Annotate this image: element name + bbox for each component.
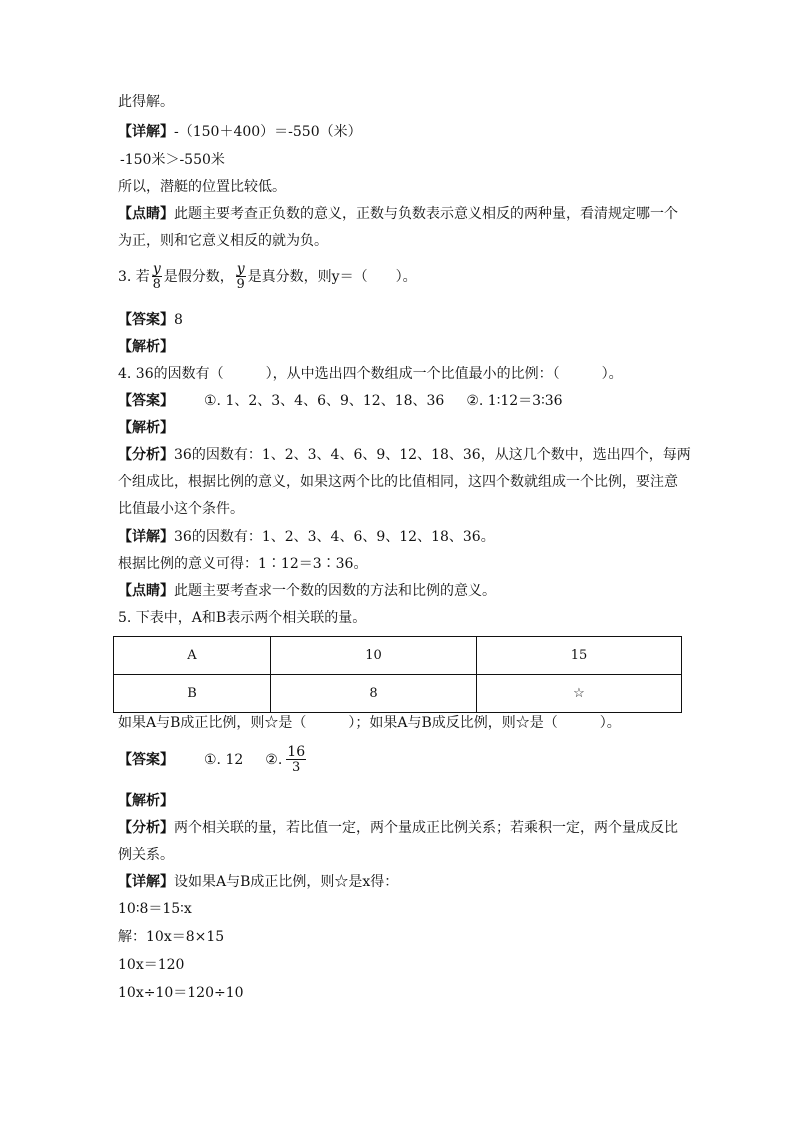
q3-fraction-y-8 <box>152 262 162 292</box>
q3-answer <box>118 310 183 330</box>
table-cell: ☆ <box>477 675 682 713</box>
dianjing-tag: 【点睛】 <box>118 206 174 222</box>
q5-xiangjie <box>118 872 398 892</box>
dianjing-text: 此题主要考查正负数的意义，正数与负数表示意义相反的两种量，看清规定哪一个 <box>174 206 678 222</box>
q3-question <box>118 262 417 292</box>
q5-eq-3: 10x＝120 <box>118 957 185 973</box>
xiangjie-text: 设如果A与B成正比例，则☆是x得： <box>174 874 399 890</box>
q3-fraction-y-9 <box>236 262 246 292</box>
q5-fenxi-2: 例关系。 <box>118 847 174 863</box>
q3-mid: 是假分数， <box>163 269 234 285</box>
q5-analysis: 【解析】 <box>118 793 174 809</box>
q4-fenxi-2: 个组成比，根据比例的意义，如果这两个比的比值相同，这四个数就组成一个比例，要注意 <box>118 474 678 490</box>
table-cell: 10 <box>271 637 477 675</box>
table-row <box>114 675 682 713</box>
line-dianjing-cont: 为正，则和它意义相反的就为负。 <box>118 233 328 249</box>
fenxi-tag: 【分析】 <box>118 447 174 463</box>
frac-denominator: 3 <box>292 760 301 775</box>
answer-1: ①. 12 <box>204 752 244 768</box>
q4-answer <box>118 391 563 411</box>
line-compare: -150米＞-550米 <box>120 152 225 168</box>
dianjing-tag: 【点睛】 <box>118 583 174 599</box>
fenxi-tag: 【分析】 <box>118 820 174 836</box>
frac-denominator: 8 <box>152 277 161 292</box>
answer-tag: 【答案】 <box>118 393 174 409</box>
frac-numerator: y <box>152 261 161 277</box>
xiangjie-tag: 【详解】 <box>118 874 174 890</box>
q5-fenxi-1 <box>118 818 678 838</box>
q4-question: 4. 36的因数有（ ），从中选出四个数组成一个比值最小的比例：（ ）。 <box>118 366 623 382</box>
table-cell: B <box>114 675 271 713</box>
line-so: 所以，潜艇的位置比较低。 <box>118 179 286 195</box>
q4-fenxi-1 <box>118 445 691 465</box>
fenxi-text: 36的因数有：1、2、3、4、6、9、12、18、36，从这几个数中，选出四个，每两 <box>174 447 691 463</box>
q5-eq-4: 10x÷10＝120÷10 <box>118 985 244 1001</box>
q5-after-table: 如果A与B成正比例，则☆是（ ）；如果A与B成反比例，则☆是（ ）。 <box>118 715 621 731</box>
q4-dianjing <box>118 581 496 601</box>
table-cell: 8 <box>271 675 477 713</box>
frac-denominator: 9 <box>236 277 245 292</box>
fenxi-text: 两个相关联的量，若比值一定，两个量成正比例关系；若乘积一定，两个量成反比 <box>174 820 678 836</box>
q5-question: 5. 下表中，A和B表示两个相关联的量。 <box>118 610 367 626</box>
q3-post: 是真分数，则y＝（ ）。 <box>247 269 417 285</box>
xiangjie-text: 36的因数有：1、2、3、4、6、9、12、18、36。 <box>174 529 495 545</box>
answer-tag: 【答案】 <box>118 752 174 768</box>
table-cell: 15 <box>477 637 682 675</box>
dianjing-text: 此题主要考查求一个数的因数的方法和比例的意义。 <box>174 583 496 599</box>
q4-xiangjie-1 <box>118 527 495 547</box>
q4-xiangjie-2: 根据比例的意义可得：1∶12＝3∶36。 <box>118 556 368 572</box>
q5-eq-2: 解：10x＝8×15 <box>118 929 225 945</box>
detail-text: -（150＋400）＝-550（米） <box>174 124 362 140</box>
frac-numerator: 16 <box>287 744 306 760</box>
q5-eq-1: 10∶8＝15∶x <box>118 901 192 917</box>
answer-value: 8 <box>174 312 183 328</box>
answer-2-prefix: ②. <box>265 752 283 768</box>
q4-fenxi-3: 比值最小这个条件。 <box>118 501 244 517</box>
table-cell: A <box>114 637 271 675</box>
line-detail <box>118 122 362 142</box>
answer-2-fraction <box>286 745 306 775</box>
q4-analysis: 【解析】 <box>118 420 174 436</box>
answer-2: ②. 1∶12＝3∶36 <box>466 393 563 409</box>
q5-table <box>113 636 682 713</box>
answer-tag: 【答案】 <box>118 312 174 328</box>
line-dianjing <box>118 204 678 224</box>
frac-numerator: y <box>236 261 245 277</box>
detail-tag: 【详解】 <box>118 124 174 140</box>
table-row <box>114 637 682 675</box>
answer-1: ①. 1、2、3、4、6、9、12、18、36 <box>204 393 445 409</box>
q3-analysis: 【解析】 <box>118 339 174 355</box>
q3-pre: 3. 若 <box>118 269 150 285</box>
line-conclusion: 此得解。 <box>118 94 174 110</box>
xiangjie-tag: 【详解】 <box>118 529 174 545</box>
q5-answer <box>118 740 308 780</box>
